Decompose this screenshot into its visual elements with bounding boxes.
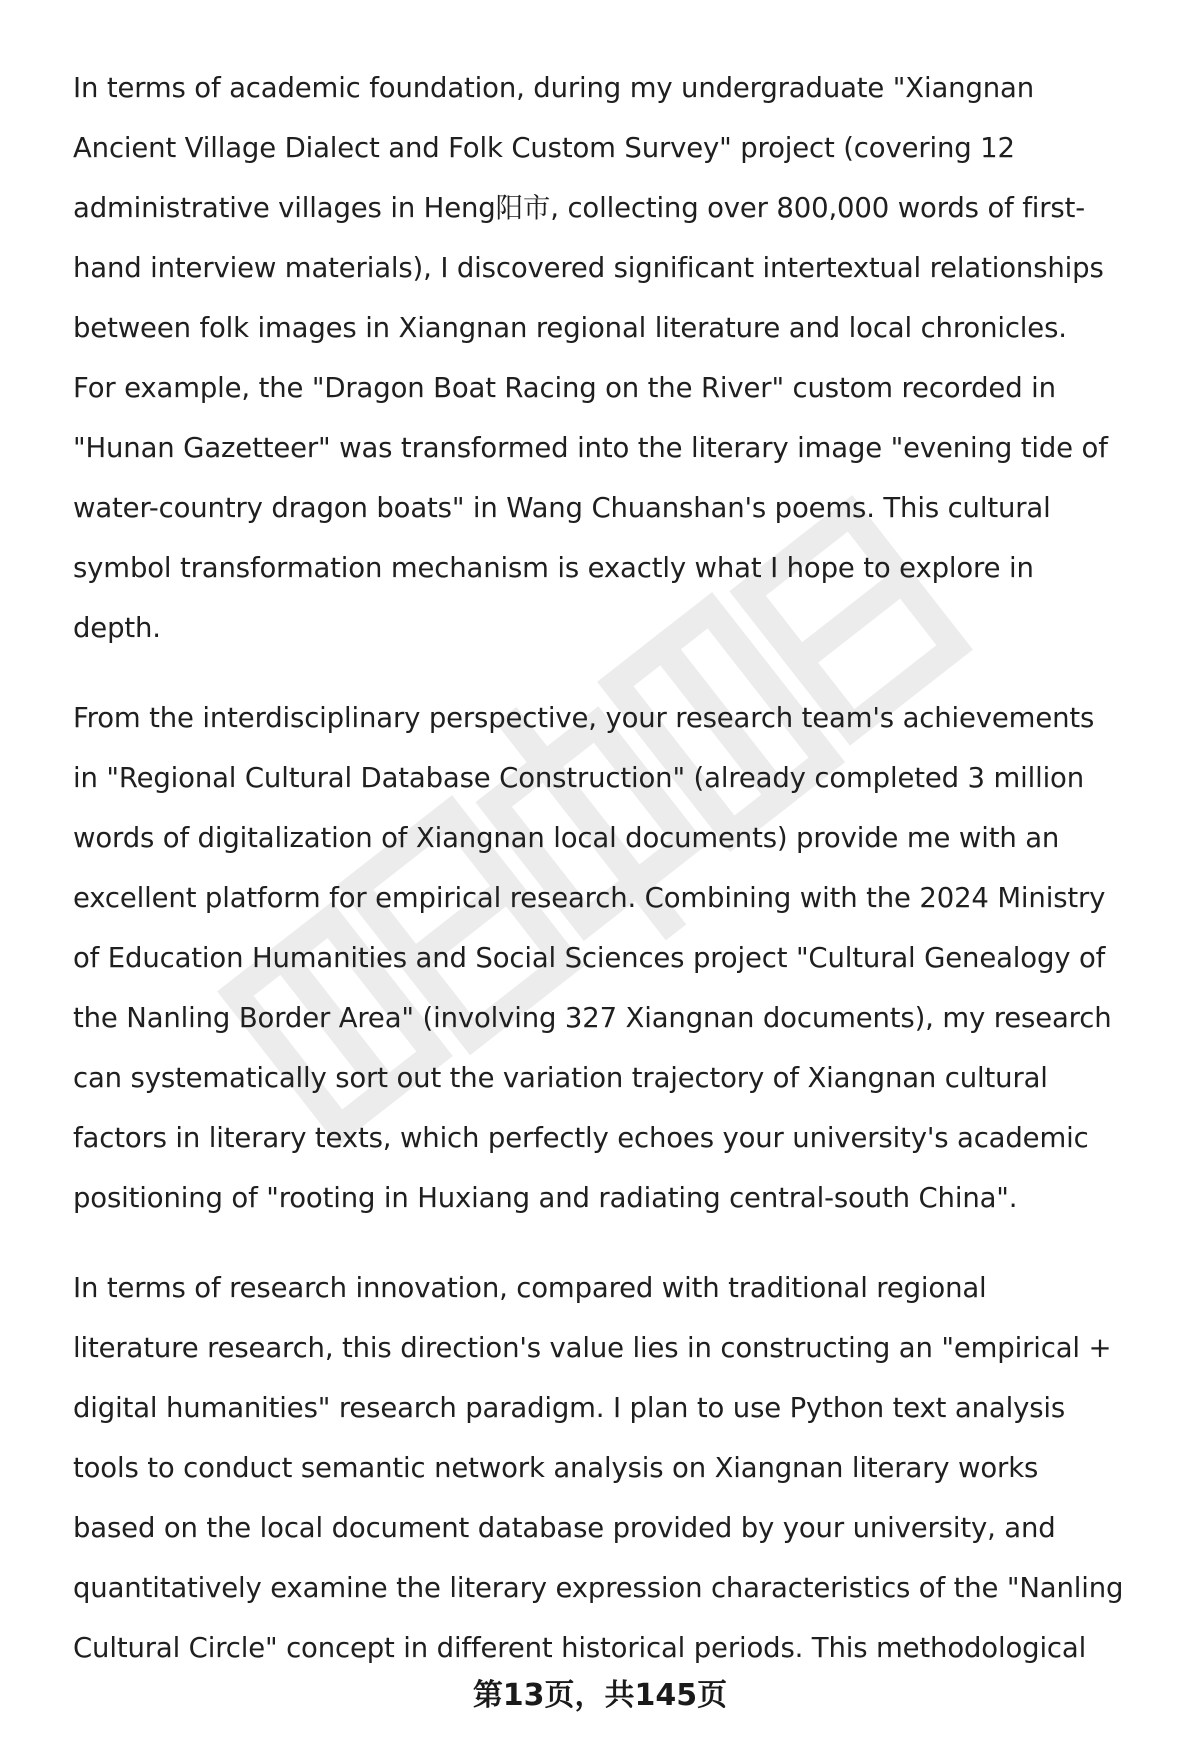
paragraph	[73, 1258, 1163, 1678]
text-line: factors in literary texts, which perfectly echoes your university's academic	[73, 1122, 1089, 1154]
text-line: of Education Humanities and Social Sciences project "Cultural Genealogy of	[73, 942, 1106, 974]
text-line: In terms of research innovation, compared with traditional regional	[73, 1272, 987, 1304]
text-line: Cultural Circle" concept in different historical periods. This methodological	[73, 1632, 1087, 1664]
text-line: Ancient Village Dialect and Folk Custom Survey" project (covering 12	[73, 132, 1015, 164]
text-line: the Nanling Border Area" (involving 327 Xiangnan documents), my research	[73, 1002, 1112, 1034]
text-line: In terms of academic foundation, during my undergraduate "Xiangnan	[73, 72, 1035, 104]
text-line: digital humanities" research paradigm. I plan to use Python text analysis	[73, 1392, 1066, 1424]
text-line: hand interview materials), I discovered significant intertextual relationships	[73, 252, 1104, 284]
text-line: administrative villages in Heng阳市, collecting over 800,000 words of first-	[73, 192, 1086, 224]
text-line: can systematically sort out the variation trajectory of Xiangnan cultural	[73, 1062, 1048, 1094]
text-line: based on the local document database provided by your university, and	[73, 1512, 1056, 1544]
text-line: depth.	[73, 612, 161, 644]
paragraph	[73, 58, 1163, 658]
text-line: For example, the "Dragon Boat Racing on the River" custom recorded in	[73, 372, 1056, 404]
text-line: "Hunan Gazetteer" was transformed into the literary image "evening tide of	[73, 432, 1108, 464]
text-line: water-country dragon boats" in Wang Chuanshan's poems. This cultural	[73, 492, 1051, 524]
paragraph	[73, 688, 1163, 1228]
text-line: quantitatively examine the literary expression characteristics of the "Nanling	[73, 1572, 1124, 1604]
text-line: tools to conduct semantic network analysis on Xiangnan literary works	[73, 1452, 1039, 1484]
text-line: words of digitalization of Xiangnan local documents) provide me with an	[73, 822, 1060, 854]
text-line: symbol transformation mechanism is exactly what I hope to explore in	[73, 552, 1034, 584]
text-line: literature research, this direction's value lies in constructing an "empirical +	[73, 1332, 1112, 1364]
page-indicator: 第13页，共145页	[472, 1678, 728, 1713]
text-line: positioning of "rooting in Huxiang and radiating central-south China".	[73, 1182, 1018, 1214]
text-line: excellent platform for empirical research. Combining with the 2024 Ministry	[73, 882, 1106, 914]
text-line: between folk images in Xiangnan regional literature and local chronicles.	[73, 312, 1067, 344]
document-body	[73, 58, 1163, 1708]
text-line: in "Regional Cultural Database Construction" (already completed 3 million	[73, 762, 1085, 794]
text-line: From the interdisciplinary perspective, your research team's achievements	[73, 702, 1095, 734]
